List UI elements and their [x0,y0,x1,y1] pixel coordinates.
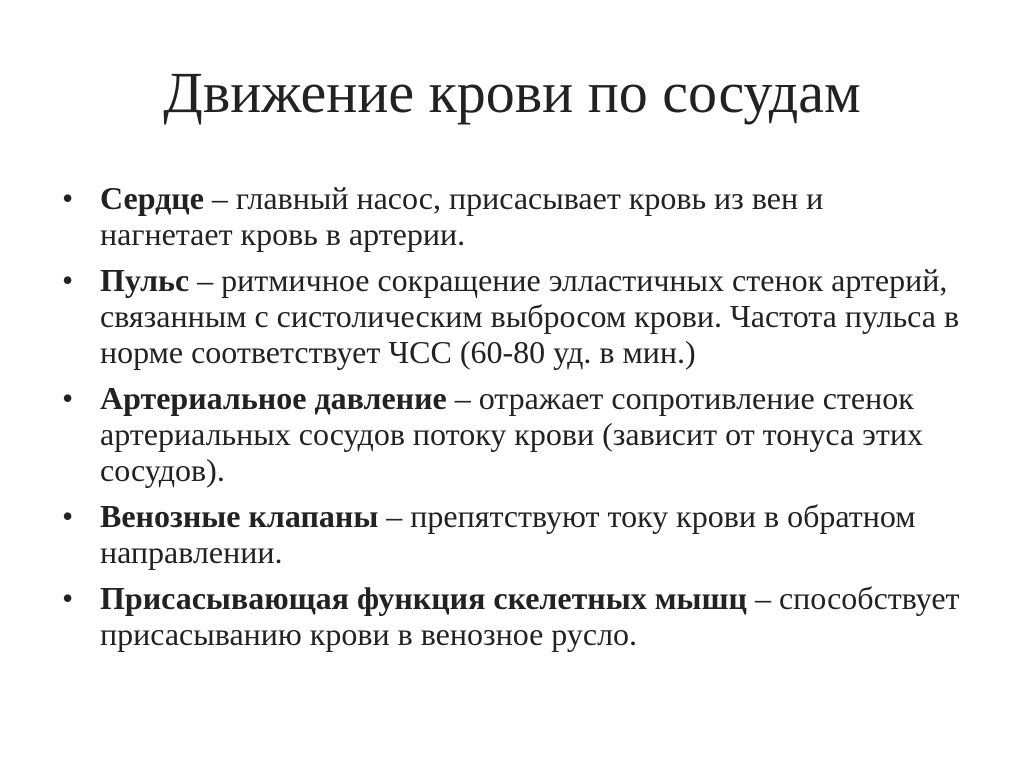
bullet-text: – препятствуют току крови в обратном направлении. [100,498,916,570]
bullet-item-arterial-pressure [62,380,962,488]
bullet-term: Артериальное давление [100,380,447,416]
bullet-text: – ритмичное сокращение элластичных стенок артерий, связанным с систолическим выбросом крови. Частота пульса в норме соответствует ЧСС (60-80 уд. в мин.) [100,262,960,370]
bullet-icon: • [62,580,74,616]
bullet-term: Присасывающая функция скелетных мышц [100,580,747,616]
slide-title: Движение крови по сосудам [163,60,861,125]
bullet-icon: • [62,380,74,416]
bullet-text: – отражает сопротивление стенок артериальных сосудов потоку крови (зависит от тонуса этих сосудов). [100,380,923,488]
bullet-icon: • [62,180,74,216]
bullet-term: Сердце [100,180,204,216]
bullet-term: Пульс [100,262,190,298]
bullet-item-pulse [62,262,962,370]
bullet-item-venous-valves [62,498,962,570]
bullet-text: – способствует присасыванию крови в венозное русло. [100,580,960,652]
bullet-item-muscle-pump [62,580,962,652]
bullet-icon: • [62,498,74,534]
bullet-icon: • [62,262,74,298]
bullet-term: Венозные клапаны [100,498,379,534]
bullet-text: – главный насос, присасывает кровь из вен и нагнетает кровь в артерии. [100,180,824,252]
bullet-item-heart [62,180,962,252]
bullet-list [62,180,962,662]
